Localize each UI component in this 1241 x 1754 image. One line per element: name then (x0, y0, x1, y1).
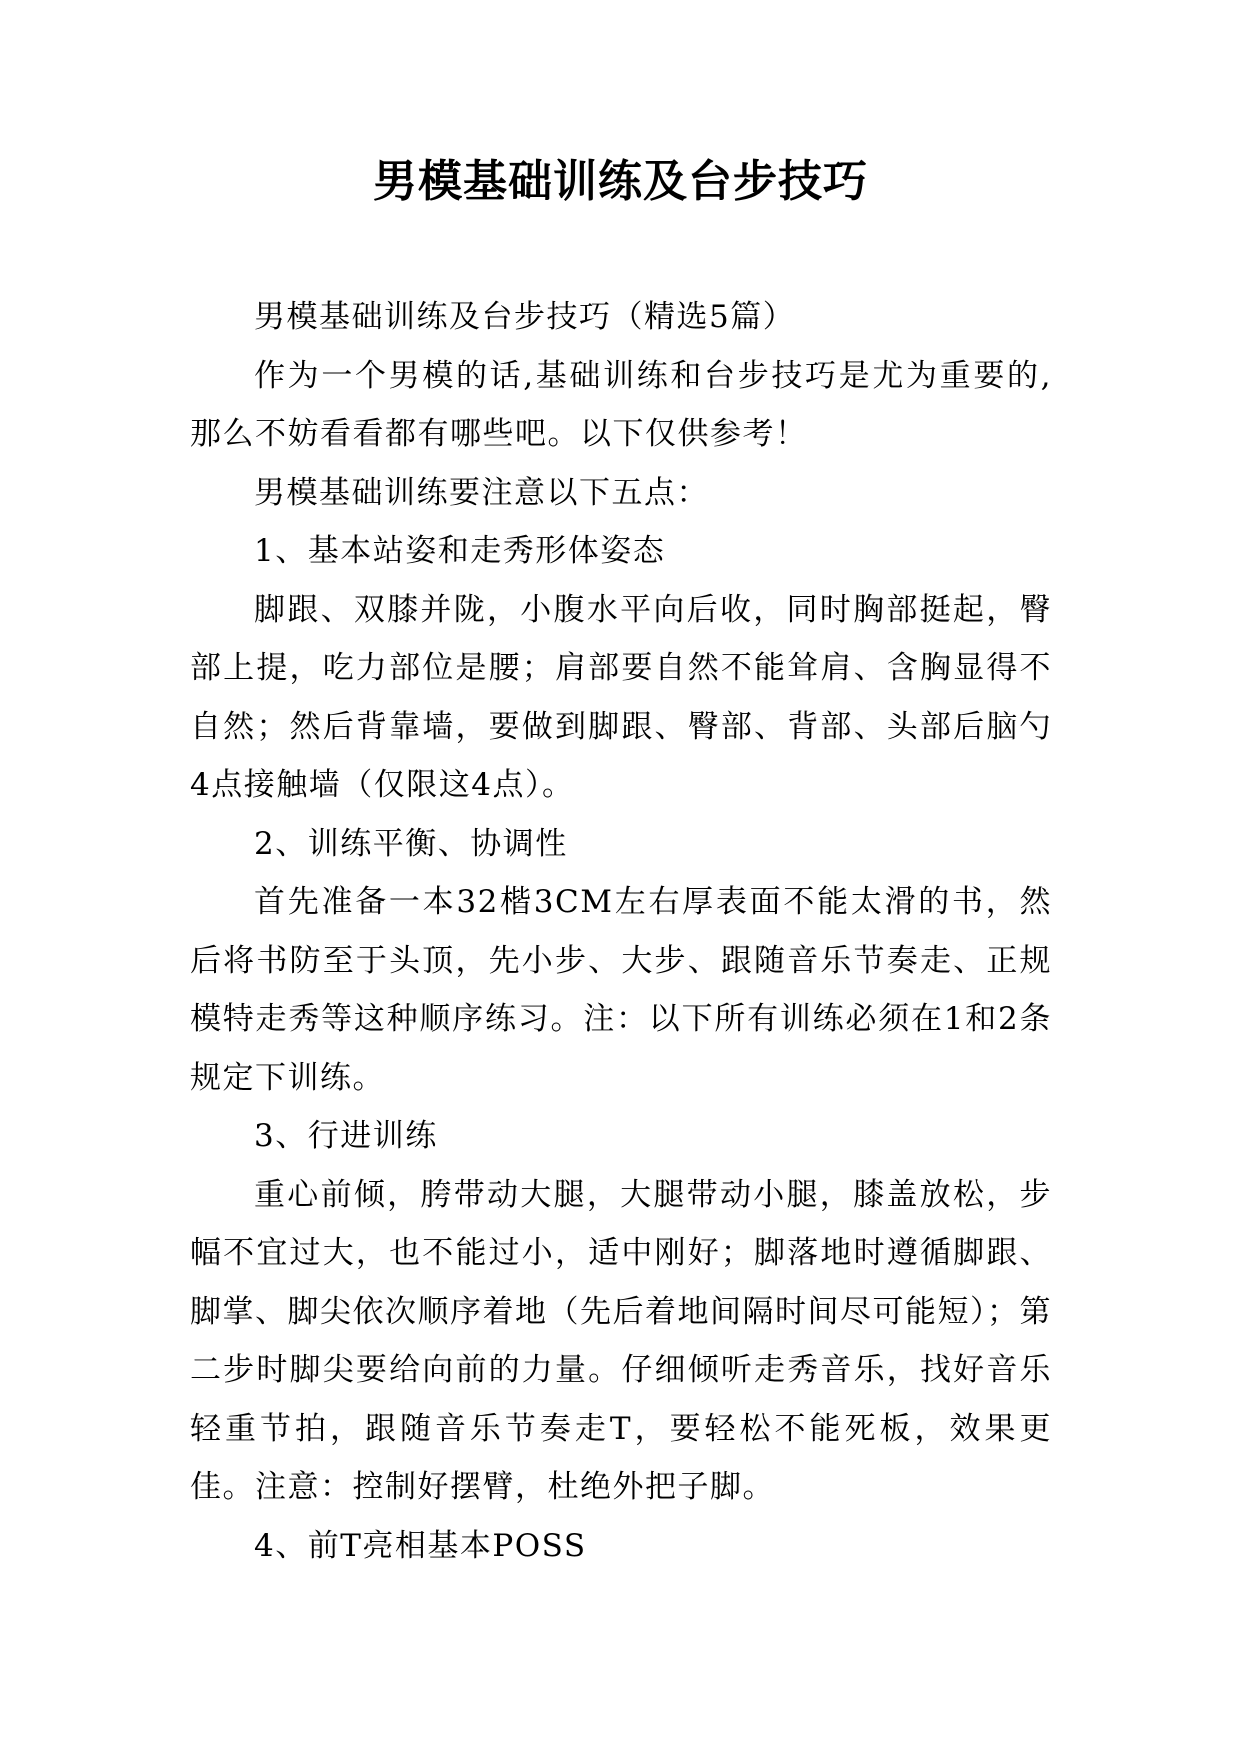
section-heading-3: 3、行进训练 (254, 1118, 438, 1154)
paragraph-walking: 重心前倾，胯带动大腿，大腿带动小腿，膝盖放松，步幅不宜过大，也不能过小，适中刚好；脚落地时遵循脚跟、脚掌、脚尖依次顺序着地（先后着地间隔时间尽可能短）；第二步时脚尖要给向前的力量。仔细倾听走秀音乐，找好音乐轻重节拍，跟随音乐节奏走T，要轻松不能死板，效果更佳。注意：控制好摆臂，杜绝外把子脚。 (190, 1176, 1052, 1505)
section-heading-1: 1、基本站姿和走秀形体姿态 (254, 533, 666, 569)
paragraph-key-points: 男模基础训练要注意以下五点： (254, 474, 709, 511)
section-heading-4: 4、前T亮相基本POSS (254, 1527, 587, 1564)
section-heading-2: 2、训练平衡、协调性 (254, 825, 568, 862)
paragraph-subtitle: 男模基础训练及台步技巧（精选5篇） (254, 299, 796, 335)
paragraph-balance: 首先准备一本32楷3CM左右厚表面不能太滑的书，然后将书防至于头顶，先小步、大步、跟随音乐节奏走、正规模特走秀等这种顺序练习。注：以下所有训练必须在1和2条规定下训练。 (190, 884, 1052, 1096)
document-body (190, 288, 1052, 1575)
document-title: 男模基础训练及台步技巧 (373, 156, 868, 207)
paragraph-posture: 脚跟、双膝并陇，小腹水平向后收，同时胸部挺起，臀部上提，吃力部位是腰；肩部要自然不能耸肩、含胸显得不自然；然后背靠墙，要做到脚跟、臀部、背部、头部后脑勺4点接触墙（仅限这4点）。 (190, 591, 1052, 803)
paragraph-intro: 作为一个男模的话,基础训练和台步技巧是尤为重要的,那么不妨看看都有哪些吧。以下仅供参考！ (190, 357, 1052, 452)
